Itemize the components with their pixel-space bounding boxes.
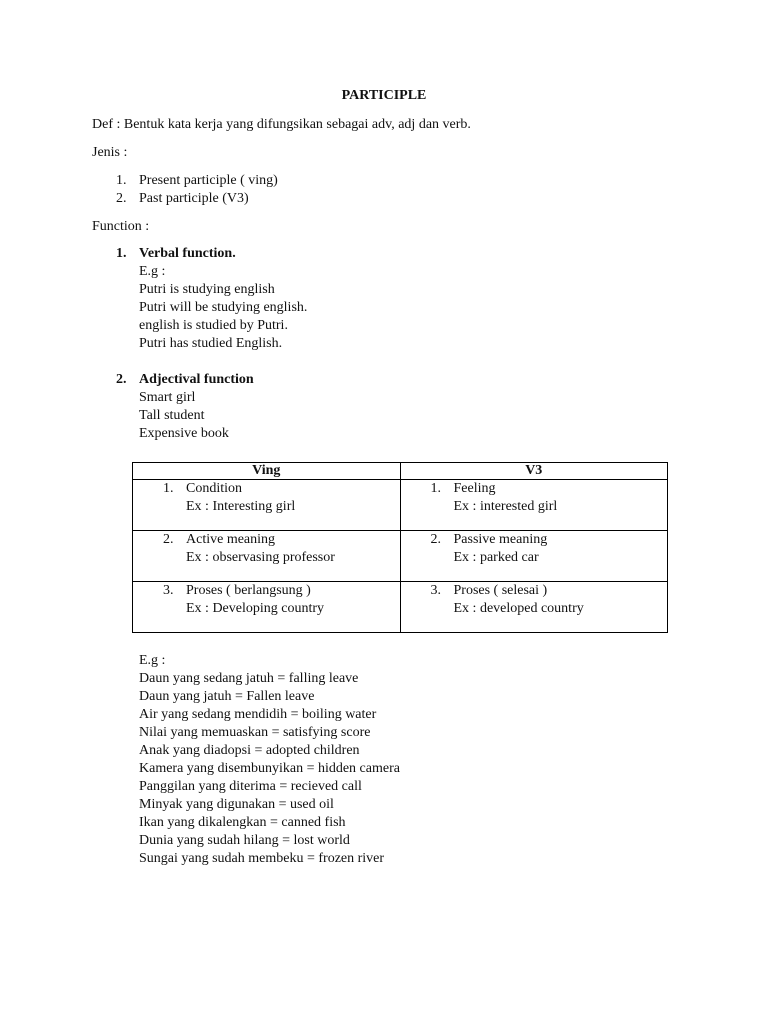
section-line: Putri will be studying english. xyxy=(139,300,308,315)
jenis-item-text: Past participle (V3) xyxy=(139,191,249,206)
section-line: Putri is studying english xyxy=(139,282,275,297)
column-header-ving: Ving xyxy=(133,463,401,480)
section-number: 2. xyxy=(116,372,127,387)
comparison-table xyxy=(132,462,668,633)
cell-label: Active meaning xyxy=(186,532,276,547)
cell-number: 3. xyxy=(163,583,174,598)
table-cell xyxy=(400,480,668,531)
section-line: Expensive book xyxy=(139,426,229,441)
definition-text: Def : Bentuk kata kerja yang difungsikan sebagai adv, adj dan verb. xyxy=(92,117,471,132)
examples-label: E.g : xyxy=(139,653,166,668)
cell-example: Ex : observasing professor xyxy=(186,550,335,565)
table-header-row xyxy=(133,463,668,480)
section-line: Putri has studied English. xyxy=(139,336,283,351)
cell-number: 2. xyxy=(430,532,441,547)
page-title: PARTICIPLE xyxy=(341,88,427,103)
section-line: E.g : xyxy=(139,264,166,279)
jenis-label: Jenis : xyxy=(92,145,128,160)
section-number: 1. xyxy=(116,246,127,261)
example-line: Dunia yang sudah hilang = lost world xyxy=(139,833,350,848)
example-line: Anak yang diadopsi = adopted children xyxy=(139,743,360,758)
table-cell xyxy=(133,531,401,582)
cell-number: 1. xyxy=(430,481,441,496)
cell-example: Ex : interested girl xyxy=(453,499,558,514)
jenis-item-text: Present participle ( ving) xyxy=(139,173,278,188)
section-line: Tall student xyxy=(139,408,205,423)
cell-example: Ex : developed country xyxy=(453,601,584,616)
example-line: Panggilan yang diterima = recieved call xyxy=(139,779,362,794)
column-header-v3: V3 xyxy=(400,463,668,480)
table-cell xyxy=(400,531,668,582)
cell-label: Condition xyxy=(186,481,243,496)
cell-label: Passive meaning xyxy=(453,532,548,547)
cell-example: Ex : Developing country xyxy=(186,601,325,616)
example-line: Ikan yang dikalengkan = canned fish xyxy=(139,815,346,830)
cell-label: Proses ( berlangsung ) xyxy=(186,583,311,598)
cell-label: Proses ( selesai ) xyxy=(453,583,548,598)
example-line: Minyak yang digunakan = used oil xyxy=(139,797,334,812)
table-cell xyxy=(400,582,668,633)
cell-label: Feeling xyxy=(453,481,496,496)
table-row xyxy=(133,582,668,633)
section-line: english is studied by Putri. xyxy=(139,318,288,333)
example-line: Nilai yang memuaskan = satisfying score xyxy=(139,725,371,740)
cell-number: 1. xyxy=(163,481,174,496)
example-line: Sungai yang sudah membeku = frozen river xyxy=(139,851,385,866)
jenis-item-number: 2. xyxy=(116,191,127,206)
table-row xyxy=(133,480,668,531)
section-heading: Verbal function. xyxy=(139,246,236,261)
cell-example: Ex : Interesting girl xyxy=(186,499,296,514)
section-line: Smart girl xyxy=(139,390,196,405)
cell-number: 3. xyxy=(430,583,441,598)
table-cell xyxy=(133,582,401,633)
function-label: Function : xyxy=(92,219,150,234)
jenis-item-number: 1. xyxy=(116,173,127,188)
example-line: Air yang sedang mendidih = boiling water xyxy=(139,707,377,722)
cell-example: Ex : parked car xyxy=(453,550,539,565)
table-cell xyxy=(133,480,401,531)
section-heading: Adjectival function xyxy=(139,372,254,387)
example-line: Kamera yang disembunyikan = hidden camera xyxy=(139,761,400,776)
example-line: Daun yang jatuh = Fallen leave xyxy=(139,689,315,704)
cell-number: 2. xyxy=(163,532,174,547)
example-line: Daun yang sedang jatuh = falling leave xyxy=(139,671,359,686)
table-row xyxy=(133,531,668,582)
